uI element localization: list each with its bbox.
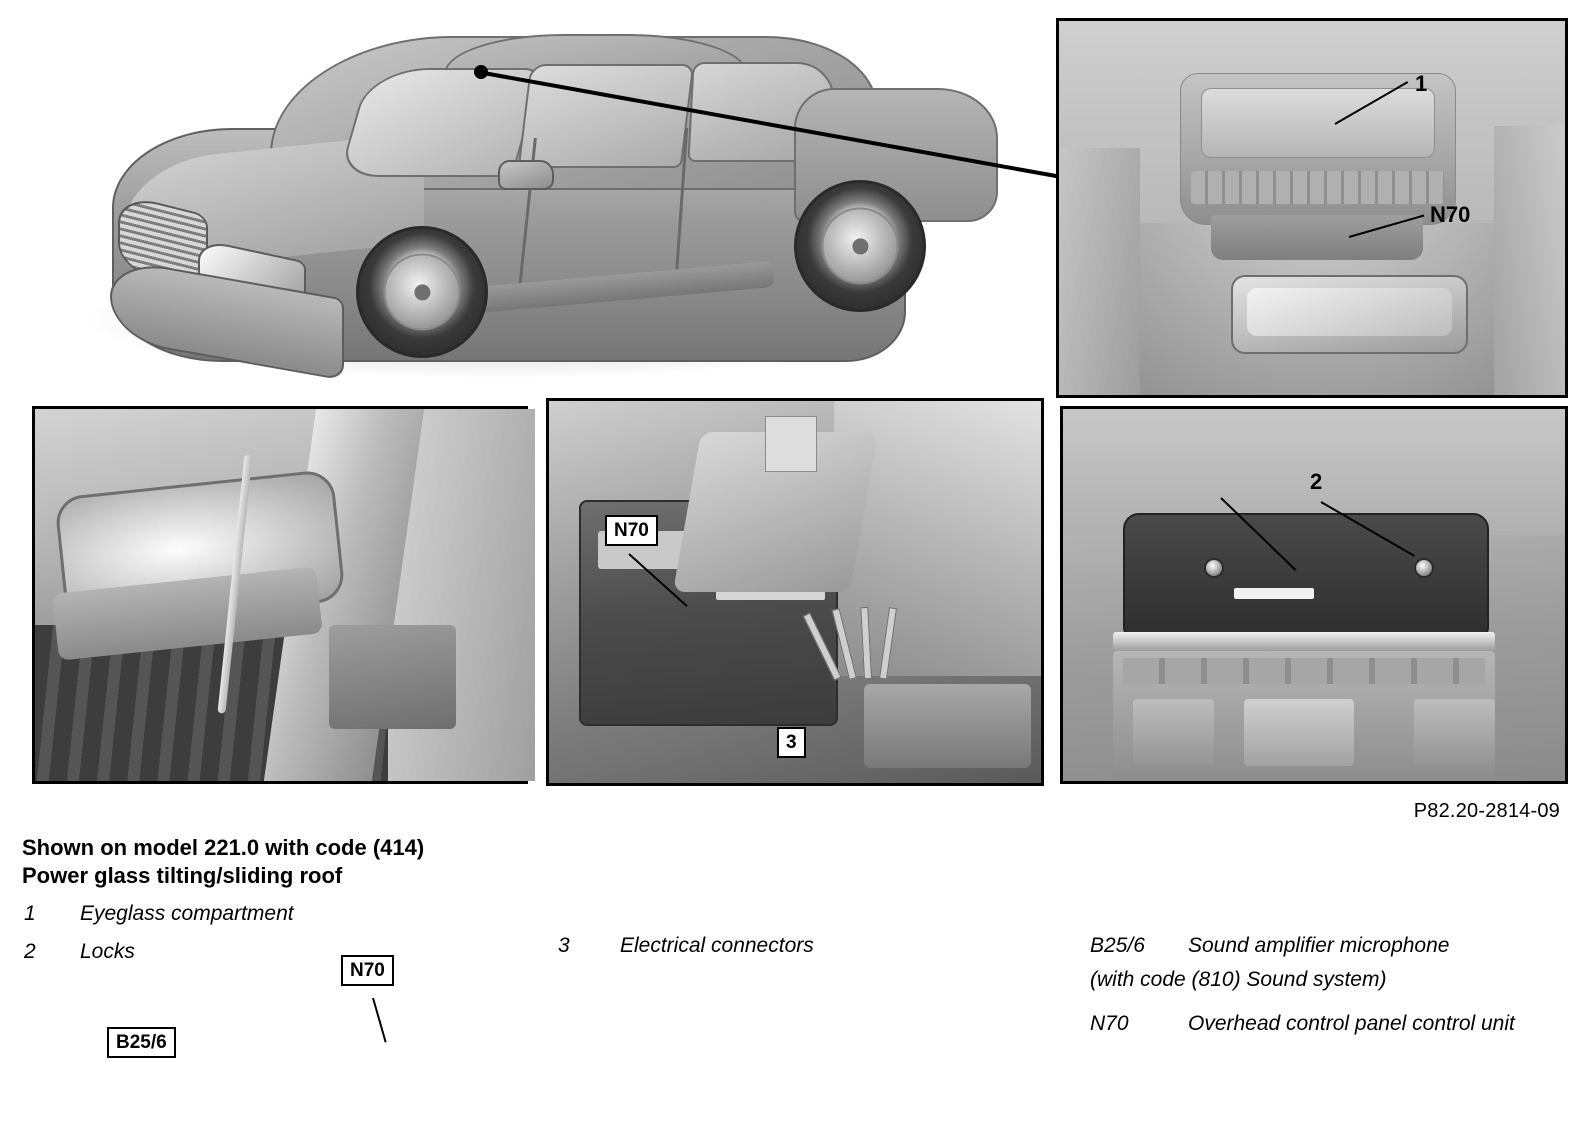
legend-text-b256-cont: (with code (810) Sound system) bbox=[1090, 968, 1387, 991]
legend-text-2: Locks bbox=[80, 940, 135, 963]
mirror-glass bbox=[1247, 288, 1452, 336]
legend-text-n70: Overhead control panel control unit bbox=[1188, 1012, 1515, 1035]
callout-console-1: 1 bbox=[1415, 71, 1428, 96]
figure-caption bbox=[22, 834, 922, 890]
callout-mirror-b256-leader bbox=[184, 1067, 289, 1130]
callout-connectors-3: 3 bbox=[777, 727, 806, 758]
callout-eyeglass-2: 2 bbox=[1310, 469, 1323, 494]
eyeglass-compartment-closed bbox=[1211, 215, 1424, 260]
caption-line-subject: Power glass tilting/sliding roof bbox=[22, 863, 343, 889]
legend-text-3: Electrical connectors bbox=[620, 934, 814, 957]
compartment-highlight bbox=[1234, 588, 1314, 599]
legend-num-b256: B25/6 bbox=[1090, 934, 1145, 957]
panel-vehicle-illustration bbox=[22, 10, 1030, 392]
legend-num-1: 1 bbox=[24, 902, 36, 925]
vehicle-exterior-mirror bbox=[498, 160, 554, 190]
legend-num-3: 3 bbox=[558, 934, 570, 957]
mounting-bracket bbox=[329, 625, 456, 729]
vehicle-front-wheel bbox=[356, 226, 488, 358]
right-reading-lamp bbox=[1414, 699, 1494, 766]
overhead-panel-switches bbox=[1123, 658, 1484, 684]
callout-mirror-n70-leader bbox=[372, 998, 387, 1043]
left-reading-lamp bbox=[1133, 699, 1213, 766]
callout-mirror-n70: N70 bbox=[341, 955, 394, 986]
overhead-console-lens bbox=[1201, 88, 1436, 157]
callout-mirror-b256-arrowhead bbox=[278, 1114, 297, 1133]
callout-console-n70: N70 bbox=[1430, 202, 1471, 227]
right-a-pillar-trim bbox=[1494, 126, 1565, 395]
panel-eyeglass-compartment-detail bbox=[1060, 406, 1568, 784]
panel-electrical-connectors-detail bbox=[546, 398, 1044, 786]
overhead-console-switches bbox=[1191, 171, 1444, 205]
vehicle-front-door-window bbox=[518, 64, 695, 168]
vehicle-rear-wheel bbox=[794, 180, 926, 312]
center-module bbox=[1244, 699, 1354, 766]
interior-rearview-mirror bbox=[1231, 275, 1468, 354]
wiring-tag bbox=[765, 416, 816, 471]
caption-line-model: Shown on model 221.0 with code (414) bbox=[22, 835, 425, 860]
figure-code: P82.20-2814-09 bbox=[1413, 800, 1560, 822]
eyeglass-compartment-open bbox=[1123, 513, 1488, 636]
callout-mirror-b256: B25/6 bbox=[107, 1027, 176, 1058]
legend-text-1: Eyeglass compartment bbox=[80, 902, 294, 925]
callout-connectors-n70: N70 bbox=[605, 515, 658, 546]
legend-text-b256: Sound amplifier microphone bbox=[1188, 934, 1450, 957]
lock-left bbox=[1204, 558, 1224, 578]
legend-num-2: 2 bbox=[24, 940, 36, 963]
chrome-trim-strip bbox=[1113, 632, 1495, 651]
left-a-pillar-trim bbox=[1059, 148, 1140, 395]
legend-num-n70: N70 bbox=[1090, 1012, 1129, 1035]
console-trim bbox=[864, 684, 1031, 768]
panel-overhead-console-detail bbox=[1056, 18, 1568, 398]
